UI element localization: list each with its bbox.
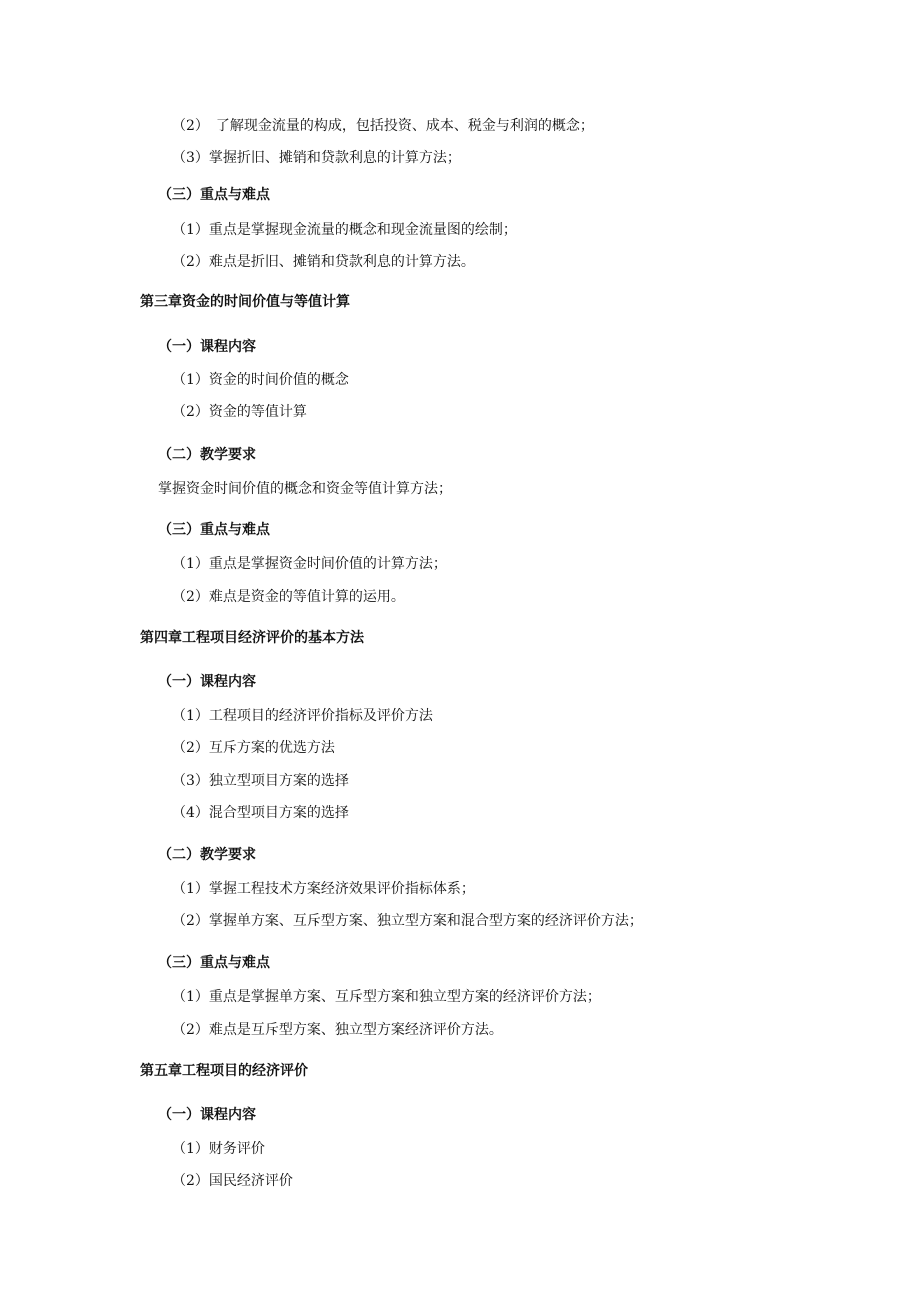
list-item: （2） 了解现金流量的构成，包括投资、成本、税金与利润的概念； <box>172 118 594 134</box>
section-heading: （三）重点与难点 <box>158 522 270 538</box>
list-item: （2）难点是资金的等值计算的运用。 <box>172 589 405 605</box>
list-item: （2）资金的等值计算 <box>172 404 307 420</box>
chapter-title: 第四章工程项目经济评价的基本方法 <box>140 630 364 646</box>
section-heading: （一）课程内容 <box>158 339 256 355</box>
list-item: （1）工程项目的经济评价指标及评价方法 <box>172 708 433 724</box>
paragraph: 掌握资金时间价值的概念和资金等值计算方法； <box>158 481 452 497</box>
list-item: （1）掌握工程技术方案经济效果评价指标体系； <box>172 881 475 897</box>
list-item: （2）难点是互斥型方案、独立型方案经济评价方法。 <box>172 1022 503 1038</box>
list-item: （2）难点是折旧、摊销和贷款利息的计算方法。 <box>172 254 475 270</box>
section-heading: （三）重点与难点 <box>158 955 270 971</box>
list-item: （2）国民经济评价 <box>172 1173 293 1189</box>
section-heading: （一）课程内容 <box>158 674 256 690</box>
chapter-title: 第三章资金的时间价值与等值计算 <box>140 294 350 310</box>
list-item: （3）掌握折旧、摊销和贷款利息的计算方法； <box>172 150 461 166</box>
list-item: （4）混合型项目方案的选择 <box>172 805 349 821</box>
section-heading: （二）教学要求 <box>158 447 256 463</box>
section-heading: （一）课程内容 <box>158 1107 256 1123</box>
list-item: （1）重点是掌握单方案、互斥型方案和独立型方案的经济评价方法； <box>172 989 601 1005</box>
list-item: （1）重点是掌握现金流量的概念和现金流量图的绘制； <box>172 222 517 238</box>
list-item: （2）互斥方案的优选方法 <box>172 740 335 756</box>
section-heading: （二）教学要求 <box>158 847 256 863</box>
list-item: （3）独立型项目方案的选择 <box>172 773 349 789</box>
chapter-title: 第五章工程项目的经济评价 <box>140 1063 308 1079</box>
list-item: （1）重点是掌握资金时间价值的计算方法； <box>172 556 447 572</box>
section-heading: （三）重点与难点 <box>158 187 270 203</box>
list-item: （1）财务评价 <box>172 1141 265 1157</box>
list-item: （2）掌握单方案、互斥型方案、独立型方案和混合型方案的经济评价方法； <box>172 913 643 929</box>
list-item: （1）资金的时间价值的概念 <box>172 372 349 388</box>
